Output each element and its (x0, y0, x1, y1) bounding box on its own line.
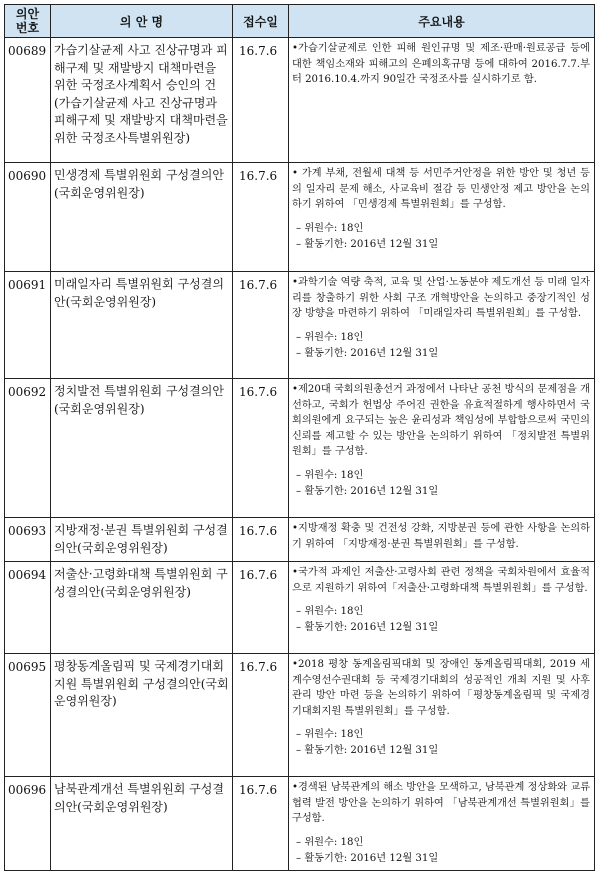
received-date: 16.7.6 (233, 518, 289, 562)
table-row (5, 777, 595, 871)
content-meta (296, 604, 590, 636)
member-count: – 위원수: 18인 (296, 469, 364, 481)
bill-number: 00695 (5, 654, 51, 777)
content-meta (296, 330, 590, 362)
member-count: – 위원수: 18인 (296, 606, 364, 618)
header-main-content: 주요내용 (289, 5, 595, 38)
table-row (5, 272, 595, 379)
received-date: 16.7.6 (233, 379, 289, 518)
member-count: – 위원수: 18인 (296, 729, 364, 741)
received-date: 16.7.6 (233, 163, 289, 272)
main-content (289, 272, 595, 379)
member-count: – 위원수: 18인 (296, 836, 364, 848)
bill-number: 00691 (5, 272, 51, 379)
content-meta (296, 221, 590, 253)
bill-name: 정치발전 특별위원회 구성결의안(국회운영위원장) (51, 379, 233, 518)
content-description: •과학기술 역량 축적, 교육 및 산업·노동분야 제도개선 등 미래 일자리를 창출하기 위한 사회 구조 개혁방안을 논의하고 중장기적인 성장 방향을 마련하기 위하여 「미래일자리 특별위원회」를 구성함. (292, 277, 590, 320)
bill-name: 민생경제 특별위원회 구성결의안(국회운영위원장) (51, 163, 233, 272)
bill-number: 00696 (5, 777, 51, 871)
received-date: 16.7.6 (233, 562, 289, 654)
table-row (5, 379, 595, 518)
bill-number: 00692 (5, 379, 51, 518)
content-description: •국가적 과제인 저출산·고령사회 관련 정책을 국회차원에서 효율적으로 지원하기 위하여「저출산·고령화대책 특별위원회」를 구성함. (292, 567, 590, 594)
content-meta (296, 727, 590, 759)
activity-deadline: – 활동기한: 2016년 12월 31일 (296, 852, 439, 864)
received-date: 16.7.6 (233, 654, 289, 777)
main-content (289, 379, 595, 518)
bill-name: 저출산·고령화대책 특별위원회 구성결의안(국회운영위원장) (51, 562, 233, 654)
header-received-date: 접수일 (233, 5, 289, 38)
main-content (289, 38, 595, 163)
activity-deadline: – 활동기한: 2016년 12월 31일 (296, 622, 439, 634)
header-bill-number: 의안 번호 (5, 5, 51, 38)
main-content (289, 518, 595, 562)
table-row (5, 562, 595, 654)
activity-deadline: – 활동기한: 2016년 12월 31일 (296, 745, 439, 757)
bill-name: 평창동계올림픽 및 국제경기대회지원 특별위원회 구성결의안(국회운영위원장) (51, 654, 233, 777)
main-content (289, 654, 595, 777)
bill-number: 00694 (5, 562, 51, 654)
member-count: – 위원수: 18인 (296, 222, 364, 234)
bill-name: 가습기살균제 사고 진상규명과 피해구제 및 재발방지 대책마련을 위한 국정조사계획서 승인의 건(가습기살균제 사고 진상규명과 피해구제 및 재발방지 대책마련을 위한 국정조사특별위원장) (51, 38, 233, 163)
received-date: 16.7.6 (233, 272, 289, 379)
table-row (5, 38, 595, 163)
activity-deadline: – 활동기한: 2016년 12월 31일 (296, 485, 439, 497)
bill-name: 지방재정·분권 특별위원회 구성결의안(국회운영위원장) (51, 518, 233, 562)
bill-number: 00693 (5, 518, 51, 562)
bill-number: 00689 (5, 38, 51, 163)
content-description: •가습기살균제로 인한 피해 원인규명 및 제조·판매·원료공급 등에 대한 책임소재와 피해고의 은폐의혹규명 등에 대하여 2016.7.7.부터 2016.10.4.까지 90일간 국정조사를 실시하기로 함. (292, 43, 590, 86)
main-content (289, 562, 595, 654)
main-content (289, 163, 595, 272)
bill-name: 미래일자리 특별위원회 구성결의안(국회운영위원장) (51, 272, 233, 379)
bill-table (4, 4, 595, 871)
table-row (5, 654, 595, 777)
header-bill-name: 의 안 명 (51, 5, 233, 38)
bill-number: 00690 (5, 163, 51, 272)
table-header-row (5, 5, 595, 38)
table-row (5, 518, 595, 562)
activity-deadline: – 활동기한: 2016년 12월 31일 (296, 347, 439, 359)
member-count: – 위원수: 18인 (296, 331, 364, 343)
main-content (289, 777, 595, 871)
table-row (5, 163, 595, 272)
content-meta (296, 835, 590, 867)
content-description: •경색된 남북관계의 해소 방안을 모색하고, 남북관계 정상화와 교류협력 발전 방안을 논의하기 위하여 「남북관계개선 특별위원회」를 구성함. (292, 782, 590, 825)
content-description: • 가계 부채, 전월세 대책 등 서민주거안정을 위한 방안 및 청년 등의 일자리 문제 해소, 사교육비 절감 등 민생안정 제고 방안을 논의하기 위하여 「민생경제 특별위원회」를 구성함. (292, 168, 590, 211)
activity-deadline: – 활동기한: 2016년 12월 31일 (296, 238, 439, 250)
received-date: 16.7.6 (233, 38, 289, 163)
bill-name: 남북관계개선 특별위원회 구성결의안(국회운영위원장) (51, 777, 233, 871)
content-description: •제20대 국회의원총선거 과정에서 나타난 공천 방식의 문제점을 개선하고, 국회가 헌법상 주어진 권한을 유효적절하게 행사하면서 국회의원에게 요구되는 높은 윤리성과 책임성에 부합함으로써 국민의 신뢰를 제고할 수 있는 방안을 논의하기 위하여 「정치발전 특별위원회」를 구성함. (292, 384, 590, 458)
content-description: •2018 평창 동계올림픽대회 및 장애인 동계올림픽대회, 2019 세계수영선수권대회 등 국제경기대회의 성공적인 개최 지원 및 사후관리 방안 마련 등을 논의하기 위하여「평창동계올림픽 및 국제경기대회지원 특별위원회」를 구성함. (292, 659, 590, 717)
content-description: •지방재정 확충 및 건전성 강화, 지방분권 등에 관한 사항을 논의하기 위하여 「지방재정·분권 특별위원회」를 구성함. (292, 523, 590, 550)
content-meta (296, 468, 590, 500)
received-date: 16.7.6 (233, 777, 289, 871)
